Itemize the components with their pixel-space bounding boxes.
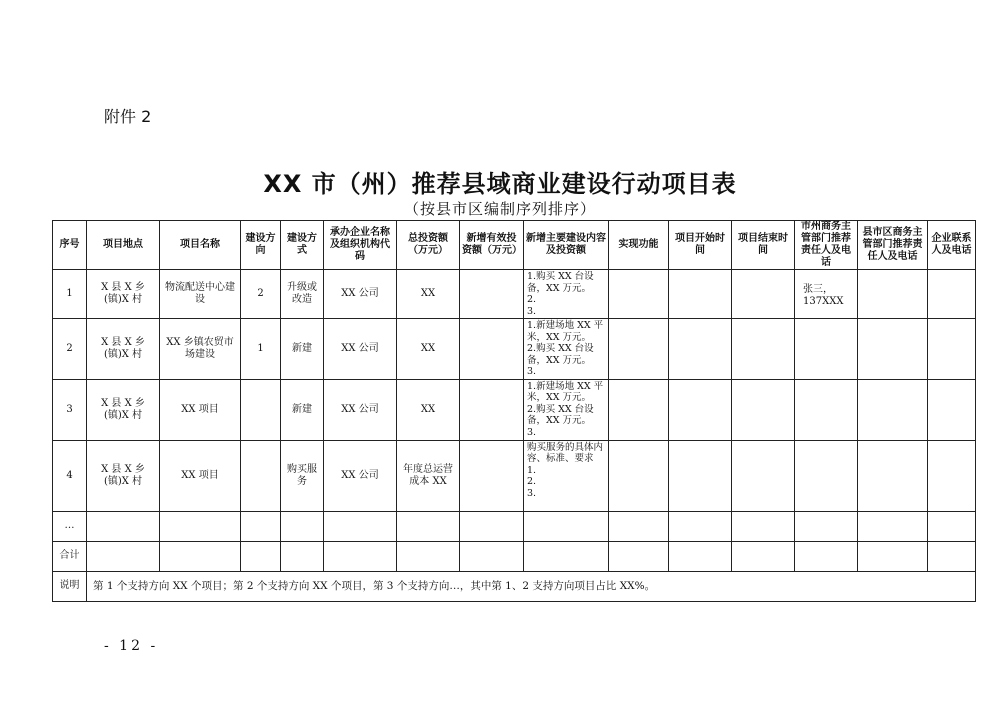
content-line: 3. <box>527 305 537 317</box>
row-method: 购买服务 <box>281 440 324 511</box>
row-location: X 县 X 乡(镇)X 村 <box>87 270 160 319</box>
ellipsis-row <box>53 511 976 541</box>
header-cell: 项目结束时间 <box>732 221 795 270</box>
row-new-investment <box>460 319 524 380</box>
header-cell: 项目名称 <box>160 221 241 270</box>
row-city-contact <box>795 379 858 440</box>
row-total-investment: XX <box>397 379 460 440</box>
row-location: X 县 X 乡(镇)X 村 <box>87 319 160 380</box>
row-total-investment: 年度总运营成本 XX <box>397 440 460 511</box>
row-new-investment <box>460 379 524 440</box>
content-line: 2. <box>527 294 537 305</box>
row-project-name: XX 项目 <box>160 379 241 440</box>
table-row <box>53 319 976 380</box>
row-project-name: XX 乡镇农贸市场建设 <box>160 319 241 380</box>
row-direction: 1 <box>241 319 281 380</box>
header-cell: 市州商务主管部门推荐责任人及电话 <box>795 221 858 270</box>
content-line: 2.购买 XX 台设备，XX 万元。 <box>527 343 594 366</box>
row-direction <box>241 379 281 440</box>
row-start <box>669 440 732 511</box>
row-content <box>524 440 609 511</box>
empty-cell <box>460 541 524 571</box>
empty-cell <box>281 511 324 541</box>
page-subtitle: （按县市区编制序列排序） <box>403 200 596 218</box>
content-line: 3. <box>527 487 537 499</box>
empty-cell <box>928 511 976 541</box>
row-total-investment: XX <box>397 319 460 380</box>
row-no: 2 <box>53 319 87 380</box>
empty-cell <box>397 541 460 571</box>
row-function <box>609 379 669 440</box>
row-company-contact <box>928 379 976 440</box>
content-line: 1.购买 XX 台设备，XX 万元。 <box>527 271 594 294</box>
row-company: XX 公司 <box>324 379 397 440</box>
empty-cell <box>609 541 669 571</box>
empty-cell <box>795 541 858 571</box>
row-county-contact <box>858 379 928 440</box>
empty-cell <box>609 511 669 541</box>
header-cell: 项目开始时间 <box>669 221 732 270</box>
row-total-investment: XX <box>397 270 460 319</box>
table-row <box>53 440 976 511</box>
page-number: - 12 - <box>104 638 159 654</box>
row-end <box>732 270 795 319</box>
row-new-investment <box>460 270 524 319</box>
row-content <box>524 270 609 319</box>
row-county-contact <box>858 270 928 319</box>
row-no: 1 <box>53 270 87 319</box>
header-cell: 实现功能 <box>609 221 669 270</box>
row-direction: 2 <box>241 270 281 319</box>
empty-cell <box>281 541 324 571</box>
row-project-name: 物流配送中心建设 <box>160 270 241 319</box>
row-function <box>609 270 669 319</box>
row-no: 3 <box>53 379 87 440</box>
content-line: 2.购买 XX 台设备，XX 万元。 <box>527 403 594 426</box>
attachment-label: 附件 2 <box>104 107 152 126</box>
empty-cell <box>87 511 160 541</box>
empty-cell <box>858 541 928 571</box>
table-row <box>53 379 976 440</box>
empty-cell <box>460 511 524 541</box>
empty-cell <box>732 541 795 571</box>
content-line: 3. <box>527 366 537 377</box>
table-row <box>53 270 976 319</box>
empty-cell <box>160 511 241 541</box>
row-direction <box>241 440 281 511</box>
row-company: XX 公司 <box>324 319 397 380</box>
empty-cell <box>241 541 281 571</box>
empty-cell <box>858 511 928 541</box>
row-end <box>732 379 795 440</box>
empty-cell <box>669 541 732 571</box>
empty-cell <box>324 541 397 571</box>
empty-cell <box>732 511 795 541</box>
total-row <box>53 541 976 571</box>
header-cell: 序号 <box>53 221 87 270</box>
row-company-contact <box>928 270 976 319</box>
empty-cell <box>397 511 460 541</box>
row-method: 新建 <box>281 379 324 440</box>
row-company: XX 公司 <box>324 440 397 511</box>
row-method: 新建 <box>281 319 324 380</box>
row-end <box>732 319 795 380</box>
header-cell: 新增有效投资额（万元） <box>460 221 524 270</box>
empty-cell <box>324 511 397 541</box>
empty-cell <box>241 511 281 541</box>
row-county-contact <box>858 440 928 511</box>
row-start <box>669 270 732 319</box>
note-label: 说明 <box>53 571 87 601</box>
row-end <box>732 440 795 511</box>
row-function <box>609 440 669 511</box>
empty-cell <box>87 541 160 571</box>
row-location: X 县 X 乡(镇)X 村 <box>87 440 160 511</box>
content-line: 1.新建场地 XX 平米，XX 万元。 <box>527 380 604 403</box>
content-line: 3. <box>527 426 537 438</box>
ellipsis-cell: … <box>53 511 87 541</box>
row-city-contact <box>795 319 858 380</box>
header-row <box>53 221 976 270</box>
content-line: 2. <box>527 476 537 487</box>
row-company: XX 公司 <box>324 270 397 319</box>
project-table <box>52 220 976 602</box>
note-text: 第 1 个支持方向 XX 个项目；第 2 个支持方向 XX 个项目，第 3 个支持方向…，其中第 1、2 支持方向项目占比 XX%。 <box>87 571 976 601</box>
content-line: 1.新建场地 XX 平米，XX 万元。 <box>527 320 604 343</box>
row-no: 4 <box>53 440 87 511</box>
row-company-contact <box>928 319 976 380</box>
header-cell: 企业联系人及电话 <box>928 221 976 270</box>
row-city-contact <box>795 440 858 511</box>
row-new-investment <box>460 440 524 511</box>
total-label: 合计 <box>53 541 87 571</box>
row-content <box>524 319 609 380</box>
row-county-contact <box>858 319 928 380</box>
empty-cell <box>524 541 609 571</box>
header-cell: 县市区商务主管部门推荐责任人及电话 <box>858 221 928 270</box>
empty-cell <box>160 541 241 571</box>
empty-cell <box>795 511 858 541</box>
content-line: 购买服务的具体内容、标准、要求 <box>527 441 604 464</box>
note-row <box>53 571 976 601</box>
row-project-name: XX 项目 <box>160 440 241 511</box>
header-cell: 项目地点 <box>87 221 160 270</box>
row-company-contact <box>928 440 976 511</box>
row-start <box>669 319 732 380</box>
row-city-contact: 张三，137XXX <box>795 270 858 319</box>
header-cell: 建设方向 <box>241 221 281 270</box>
header-cell: 新增主要建设内容及投资额 <box>524 221 609 270</box>
row-function <box>609 319 669 380</box>
header-cell: 建设方式 <box>281 221 324 270</box>
header-cell: 承办企业名称及组织机构代码 <box>324 221 397 270</box>
page-title: XX 市（州）推荐县域商业建设行动项目表 <box>263 170 737 198</box>
row-method: 升级或改造 <box>281 270 324 319</box>
row-start <box>669 379 732 440</box>
header-cell: 总投资额（万元） <box>397 221 460 270</box>
empty-cell <box>669 511 732 541</box>
row-location: X 县 X 乡(镇)X 村 <box>87 379 160 440</box>
empty-cell <box>524 511 609 541</box>
row-content <box>524 379 609 440</box>
empty-cell <box>928 541 976 571</box>
content-line: 1. <box>527 464 537 476</box>
